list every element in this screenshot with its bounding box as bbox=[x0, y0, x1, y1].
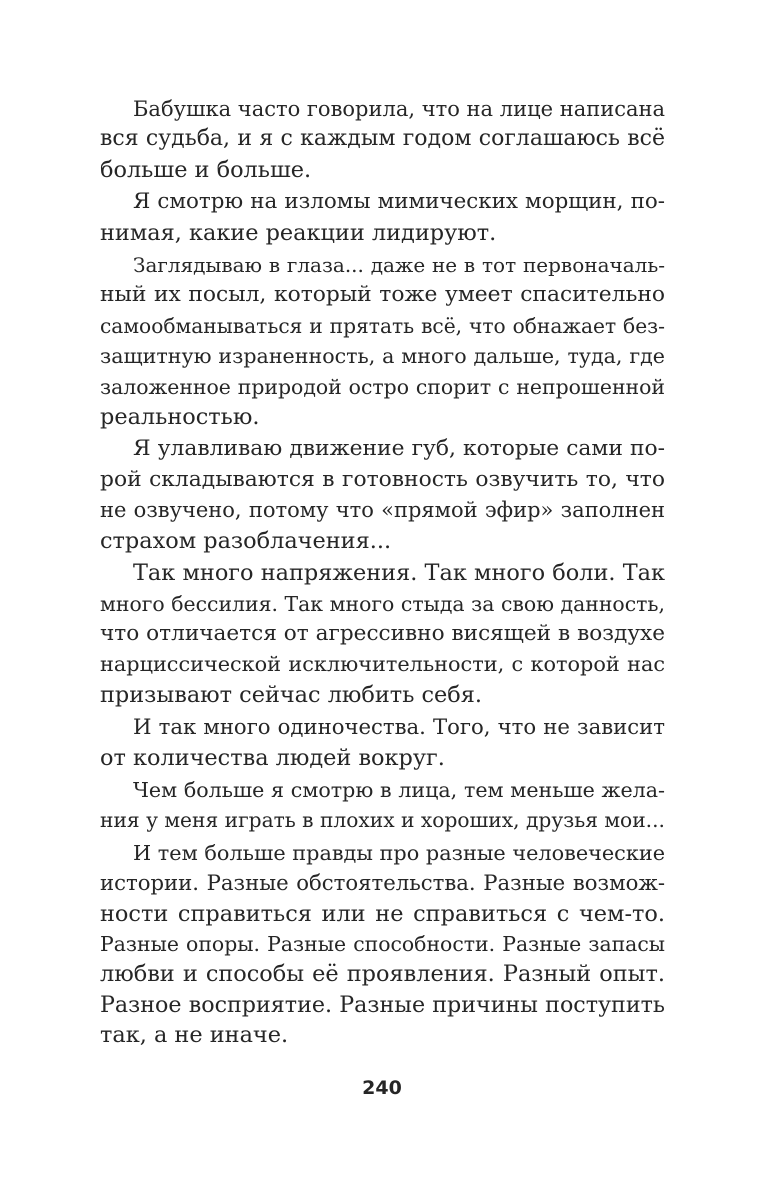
text-line: нарциссической исключительности, с которой нас bbox=[100, 652, 665, 677]
paragraph bbox=[100, 434, 665, 556]
text-line: Разное восприятие. Разные причины поступить bbox=[100, 991, 665, 1018]
paragraph bbox=[100, 250, 665, 432]
text-line: больше и больше. bbox=[100, 156, 312, 183]
text-line: любви и способы её проявления. Разный опыт. bbox=[100, 961, 665, 988]
text-line: Чем больше я смотрю в лица, тем меньше жела- bbox=[133, 777, 665, 802]
text-line: Я улавливаю движение губ, которые сами по- bbox=[133, 436, 665, 462]
text-line: заложенное природой остро спорит с непрошенной bbox=[100, 374, 665, 399]
text-line: И тем больше правды про разные человеческие bbox=[133, 840, 665, 865]
text-line: от количества людей вокруг. bbox=[100, 744, 445, 771]
paragraph bbox=[100, 187, 665, 248]
text-line: самообманываться и прятать всё, что обнажает без- bbox=[100, 313, 665, 338]
text-line: И так много одиночества. Того, что не зависит bbox=[133, 714, 665, 740]
paragraph bbox=[100, 558, 665, 710]
text-line: Я смотрю на изломы мимических морщин, по- bbox=[133, 189, 665, 215]
text-line: реальностью. bbox=[100, 404, 260, 431]
text-line: так, а не иначе. bbox=[100, 1022, 289, 1049]
text-line: призывают сейчас любить себя. bbox=[100, 681, 483, 708]
text-line: что отличается от агрессивно висящей в воздухе bbox=[100, 620, 665, 646]
text-line: ности справиться или не справиться с чем-то. bbox=[100, 900, 665, 927]
text-line: Бабушка часто говорила, что на лице написана bbox=[133, 97, 665, 121]
text-line: Разные опоры. Разные способности. Разные запасы bbox=[100, 931, 665, 956]
text-line: ный их посыл, который тоже умеет спасительно bbox=[100, 282, 665, 308]
text-line: Так много напряжения. Так много боли. Так bbox=[133, 560, 665, 587]
book-page-text bbox=[100, 94, 665, 1051]
paragraph bbox=[100, 712, 665, 773]
text-line: страхом разоблачения... bbox=[100, 527, 392, 554]
text-line: вся судьба, и я с каждым годом соглашаюсь всё bbox=[100, 126, 665, 152]
paragraph bbox=[100, 94, 665, 185]
text-line: много бессилия. Так много стыда за свою данность, bbox=[100, 591, 665, 616]
page-number: 240 bbox=[362, 1077, 402, 1099]
text-line: Заглядываю в глаза... даже не в тот первоначаль- bbox=[133, 253, 665, 278]
text-line: истории. Разные обстоятельства. Разные возмож- bbox=[100, 870, 665, 896]
text-line: защитную израненность, а много дальше, туда, где bbox=[100, 344, 665, 369]
text-line: нимая, какие реакции лидируют. bbox=[100, 219, 497, 246]
paragraph bbox=[100, 775, 665, 836]
text-line: ния у меня играть в плохих и хороших, друзья мои... bbox=[100, 808, 665, 833]
text-line: не озвучено, потому что «прямой эфир» заполнен bbox=[100, 498, 665, 523]
text-line: рой складываются в готовность озвучить то, что bbox=[100, 466, 665, 492]
paragraph bbox=[100, 838, 665, 1051]
